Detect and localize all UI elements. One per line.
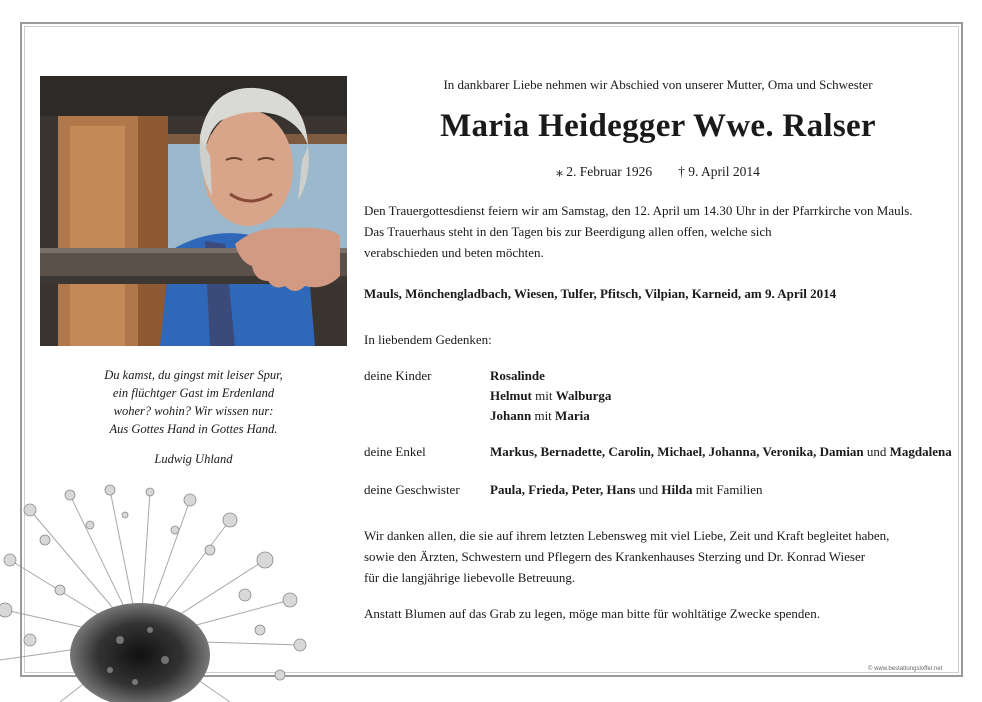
poem — [40, 366, 347, 468]
child-name: Helmut — [490, 388, 532, 403]
grandchildren-row — [364, 442, 964, 462]
siblings-row — [364, 480, 964, 500]
poem-line: Du kamst, du gingst mit leiser Spur, — [104, 368, 283, 382]
siblings-suffix: mit Familien — [692, 482, 763, 497]
thanks-line: sowie den Ärzten, Schwestern und Pflegern des Krankenhauses Sterzing und Dr. Konrad Wieser — [364, 549, 866, 564]
spouse-name: Maria — [555, 408, 590, 423]
siblings-label: deine Geschwister — [364, 482, 460, 497]
grandchildren-names: Markus, Bernadette, Carolin, Michael, Johanna, Veronika, Damian — [490, 444, 864, 459]
portrait-photo — [40, 76, 347, 346]
service-line: Den Trauergottesdienst feiern wir am Samstag, den 12. April um 14.30 Uhr in der Pfarrkirche von Mauls. — [364, 203, 913, 218]
flowers-note: Anstatt Blumen auf das Grab zu legen, möge man bitte für wohltätige Zwecke spenden. — [364, 606, 820, 621]
connector-text: und — [863, 444, 890, 459]
copyright-text: © www.bestattungsloffer.net — [868, 666, 943, 672]
thanks-line: Wir danken allen, die sie auf ihrem letzten Lebensweg mit viel Liebe, Zeit und Kraft begleitet haben, — [364, 528, 890, 543]
thanks-line: für die langjährige liebevolle Betreuung. — [364, 570, 576, 585]
connector-text: mit — [531, 408, 556, 423]
life-dates — [364, 164, 952, 180]
siblings-names: Paula, Frieda, Peter, Hans — [490, 482, 636, 497]
poem-line: woher? wohin? Wir wissen nur: — [113, 404, 274, 418]
memory-heading: In liebendem Gedenken: — [364, 332, 492, 347]
thanks-paragraph — [364, 525, 889, 588]
poem-line: Aus Gottes Hand in Gottes Hand. — [109, 422, 278, 436]
connector-text: und — [635, 482, 662, 497]
grandchild-name: Magdalena — [889, 444, 952, 459]
places-line: Mauls, Mönchengladbach, Wiesen, Tulfer, Pfitsch, Vilpian, Karneid, am 9. April 2014 — [364, 286, 837, 301]
sibling-name: Hilda — [661, 482, 693, 497]
children-list — [490, 366, 611, 426]
child-name: Johann — [490, 408, 532, 423]
children-row — [364, 366, 964, 426]
grandchildren-label: deine Enkel — [364, 444, 426, 459]
child-name: Rosalinde — [490, 368, 545, 383]
spouse-name: Walburga — [555, 388, 612, 403]
dandelion-image — [0, 470, 340, 702]
service-paragraph — [364, 200, 913, 263]
intro-line: In dankbarer Liebe nehmen wir Abschied von unserer Mutter, Oma und Schwester — [443, 77, 873, 92]
poem-line: ein flüchtger Gast im Erdenland — [112, 386, 275, 400]
connector-text: mit — [531, 388, 556, 403]
children-label: deine Kinder — [364, 368, 432, 383]
poem-author: Ludwig Uhland — [154, 452, 233, 466]
deceased-name: Maria Heidegger Wwe. Ralser — [440, 108, 876, 144]
service-line: verabschieden und beten möchten. — [364, 245, 544, 260]
service-line: Das Trauerhaus steht in den Tagen bis zur Beerdigung allen offen, welche sich — [364, 224, 772, 239]
death-date: † 9. April 2014 — [678, 164, 760, 179]
birth-date: ⁎ 2. Februar 1926 — [556, 164, 653, 179]
